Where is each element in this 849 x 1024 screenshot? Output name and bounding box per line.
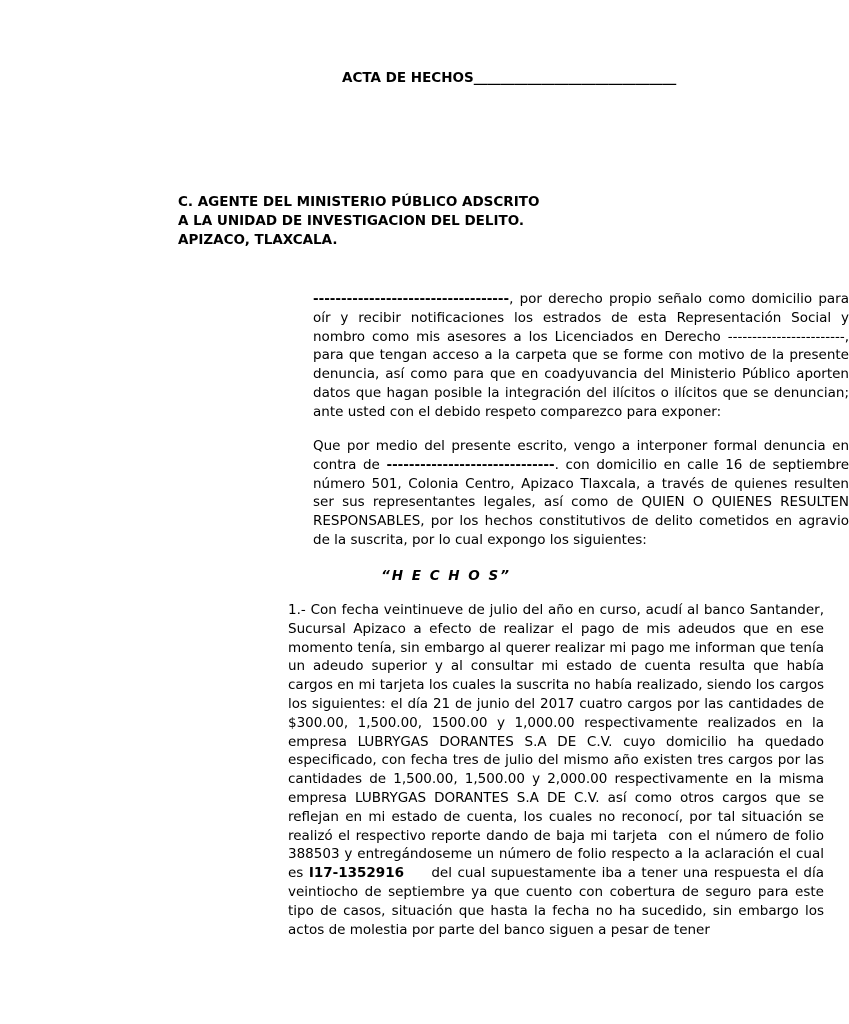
- blank-respondent-name: ------------------------------: [386, 456, 555, 473]
- document-title: ACTA DE HECHOS______________________________: [342, 70, 677, 86]
- addressee-line-3: APIZACO, TLAXCALA.: [178, 232, 338, 248]
- blank-complainant-name: -----------------------------------: [313, 291, 510, 307]
- paragraph-introduction: [178, 290, 849, 422]
- paragraph-fact-1: [178, 601, 829, 939]
- paragraph-fact-1-text-b: del cual supuestamente iba a tener una respuesta el día veintiocho de septiembre ya que cuento con cobertura de seguro para este tipo de casos, situación que hasta la fecha no ha sucedido, sin embargo los actos de molestia por parte del banco siguen a pesar de tener: [288, 865, 829, 938]
- paragraph-complaint-text-a: Que por medio del presente escrito, vengo a interponer formal denuncia en contra de: [313, 438, 849, 473]
- paragraph-introduction-text: , por derecho propio señalo como domicilio para oír y recibir notificaciones los estrados de esta Representación Social y nombro como mis asesores a los Licenciados en Derecho ------------------------, para que tengan acceso a la carpeta que se forme con motivo de la presente denuncia, así como para que en coadyuvancia del Ministerio Público aporten datos que hagan posible la integración del ilícitos o ilícitos que se denuncian; ante usted con el debido respeto comparezco para exponer:: [313, 291, 849, 420]
- paragraph-complaint: [178, 437, 849, 550]
- folio-number: I17-1352916: [308, 865, 404, 882]
- paragraph-complaint-text-b: . con domicilio en calle 16 de septiembre número 501, Colonia Centro, Apizaco Tlaxcala, a través de quienes resulten ser sus representantes legales, así como de QUIEN O QUIENES RESULTEN RESPONSABLES, por los hechos constitutivos de delito cometidos en agravio de la suscrita, por lo cual expongo los siguientes:: [313, 456, 849, 548]
- section-heading-hechos: “H E C H O S”: [381, 568, 511, 584]
- addressee-line-1: C. AGENTE DEL MINISTERIO PÚBLICO ADSCRITO: [178, 194, 540, 210]
- addressee-block: [178, 193, 539, 250]
- paragraph-fact-1-text-a: 1.- Con fecha veintinueve de julio del año en curso, acudí al banco Santander, Sucursal Apizaco a efecto de realizar el pago de mis adeudos que en ese momento tenía, sin embargo al querer realizar mi pago me informan que tenía un adeudo superior y al consultar mi estado de cuenta resulta que había cargos en mi tarjeta los cuales la suscrita no había realizado, siendo los cargos los siguientes: el día 21 de junio del 2017 cuatro cargos por las cantidades de $300.00, 1,500.00, 1500.00 y 1,000.00 respectivamente realizados en la empresa LUBRYGAS DORANTES S.A DE C.V. cuyo domicilio ha quedado especificado, con fecha tres de julio del mismo año existen tres cargos por las cantidades de 1,500.00, 1,500.00 y 2,000.00 respectivamente en la misma empresa LUBRYGAS DORANTES S.A DE C.V. así como otros cargos que se reflejan en mi estado de cuenta, los cuales no reconocí, por tal situación se realizó el respectivo reporte dando de baja mi tarjeta con el número de folio 388503 y entregándoseme un número de folio respecto a la aclaración el cual es: [288, 602, 829, 882]
- addressee-line-2: A LA UNIDAD DE INVESTIGACION DEL DELITO.: [178, 213, 525, 229]
